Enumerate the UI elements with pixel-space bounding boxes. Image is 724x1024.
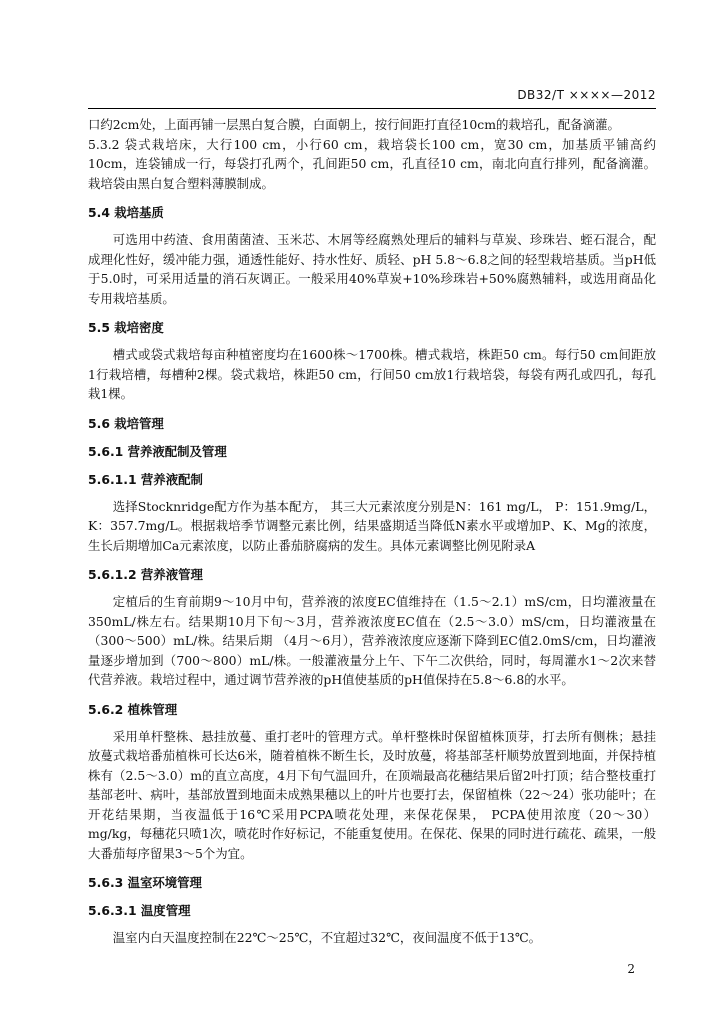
paragraph: 5.3.2 袋式栽培床，大行100 cm，小行60 cm，栽培袋长100 cm，宽30 cm，加基质平铺高约10cm，连袋铺成一行，每袋打孔两个，孔间距50 cm，孔直径10 cm，南北向直行排列，配备滴灌。栽培袋由黑白复合塑料薄膜制成。 bbox=[88, 136, 656, 191]
paragraph: 槽式或袋式栽培每亩种植密度均在1600株～1700株。槽式栽培，株距50 cm。每行50 cm间距放1行栽培槽，每槽种2棵。袋式栽培，株距50 cm，行间50 cm放1行栽培袋，每袋有两孔或四孔，每孔栽1棵。 bbox=[88, 347, 656, 401]
document-body bbox=[88, 115, 656, 948]
header-rule bbox=[88, 108, 656, 109]
paragraph: 口约2cm处，上面再铺一层黑白复合膜，白面朝上，按行间距打直径10cm的栽培孔，配备滴灌。 bbox=[88, 117, 620, 132]
section-heading: 5.6.3 温室环境管理 bbox=[88, 875, 202, 890]
paragraph: 可选用中药渣、食用菌菌渣、玉米芯、木屑等经腐熟处理后的辅料与草炭、珍珠岩、蛭石混合，配成理化性好，缓冲能力强，通透性能好、持水性好、质轻、pH 5.8～6.8之间的轻型栽培基质。当pH低于5.0时，可采用适量的消石灰调正。一般采用40%草炭+10%珍珠岩+50%腐熟辅料，或选用商品化专用栽培基质。 bbox=[88, 232, 656, 306]
page-number: 2 bbox=[627, 962, 635, 976]
paragraph: 采用单杆整株、悬挂放蔓、重打老叶的管理方式。单杆整株时保留植株顶芽，打去所有侧株；悬挂放蔓式栽培番茄植株可长达6米，随着植株不断生长，及时放蔓，将基部茎杆顺势放置到地面，并保持植株有（2.5～3.0）m的直立高度，4月下旬气温回升，在顶端最高花穗结果后留2叶打顶；结合整枝重打基部老叶、病叶，基部放置到地面未成熟果穗以上的叶片也要打去，保留植株（22～24）张功能叶；在开花结果期，当夜温低于16℃采用PCPA喷花处理，来保花保果， PCPA使用浓度（20～30）mg/kg，每穗花只喷1次，喷花时作好标记，不能重复使用。在保花、保果的同时进行疏花、疏果，一般大番茄每序留果3～5个为宜。 bbox=[88, 728, 656, 861]
paragraph: 温室内白天温度控制在22℃～25℃，不宜超过32℃，夜间温度不低于13℃。 bbox=[112, 930, 542, 945]
paragraph: 定植后的生育前期9～10月中旬，营养液的浓度EC值维持在（1.5～2.1）mS/cm，日均灌液量在350mL/株左右。结果期10月下旬～3月，营养液浓度EC值在（2.5～3.0）mS/cm，日均灌液量在（300～500）mL/株。结果后期 （4月～6月），营养液浓度应逐渐下降到EC值2.0mS/cm，日均灌液量逐步增加到（700～800）mL/株。一般灌液量分上午、下午二次供给，同时，每周灌水1～2次来替代营养液。栽培过程中，通过调节营养液的pH值使基质的pH值保持在5.8～6.8的水平。 bbox=[88, 594, 656, 687]
section-heading: 5.6.3.1 温度管理 bbox=[88, 903, 191, 918]
page-header-standard-code: DB32/T ××××—2012 bbox=[517, 88, 656, 102]
section-heading: 5.6 栽培管理 bbox=[88, 415, 164, 431]
paragraph: 选择Stocknridge配方作为基本配方， 其三大元素浓度分别是N：161 mg/L， P：151.9mg/L，K：357.7mg/L。根据栽培季节调整元素比例，结果盛期适当降低N素水平或增加P、K、Mg的浓度，生长后期增加Ca元素浓度，以防止番茄脐腐病的发生。具体元素调整比例见附录A bbox=[88, 498, 656, 553]
section-heading: 5.4 栽培基质 bbox=[88, 205, 164, 220]
section-heading: 5.6.1.1 营养液配制 bbox=[88, 471, 203, 487]
section-heading: 5.6.1.2 营养液管理 bbox=[88, 567, 203, 582]
section-heading: 5.6.2 植株管理 bbox=[88, 701, 178, 717]
section-heading: 5.5 栽培密度 bbox=[88, 320, 164, 335]
section-heading: 5.6.1 营养液配制及管理 bbox=[88, 443, 227, 459]
